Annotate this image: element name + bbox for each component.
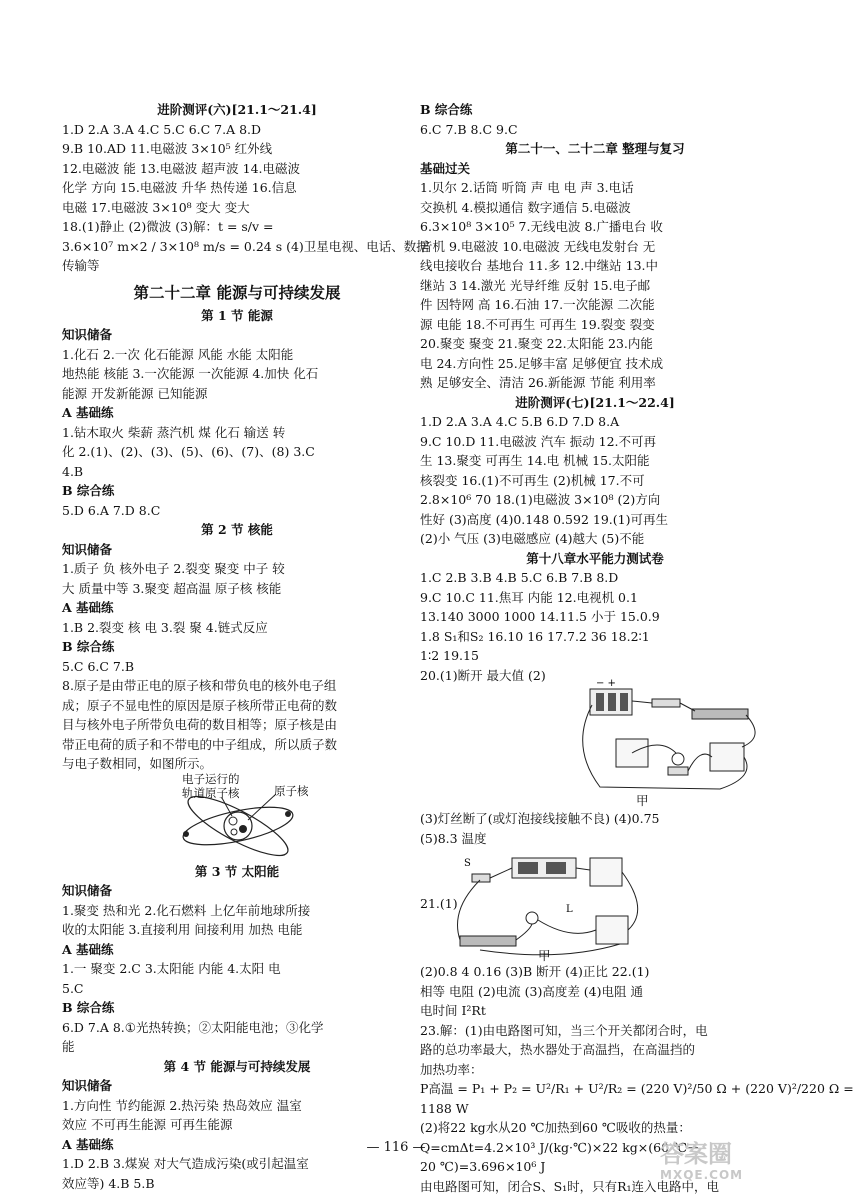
- text-line: 效应等) 4.B 5.B: [62, 1175, 155, 1191]
- circuit-diagram-2: [420, 850, 770, 960]
- text-line: 路的总功率最大，热水器处于高温挡，在高温挡的: [420, 1042, 696, 1057]
- text-line: 23.解：(1)由电路图可知，当三个开关都闭合时，电: [420, 1022, 708, 1038]
- text-line: 2.8×10⁶ 70 18.(1)电磁波 3×10⁸ (2)方向: [420, 492, 661, 507]
- text-line: 1.聚变 热和光 2.化石燃料 上亿年前地球所接: [62, 902, 311, 918]
- text-line: 20 ℃)=3.696×10⁶ J: [420, 1159, 546, 1174]
- circuit-diagram-1: [420, 678, 770, 807]
- text-line: (5)8.3 温度: [420, 830, 487, 846]
- text-line: 1.方向性 节约能源 2.热污染 热岛效应 温室: [62, 1097, 302, 1113]
- text-line: 5.C 6.C 7.B: [62, 658, 135, 674]
- text-line: 9.C 10.C 11.焦耳 内能 12.电视机 0.1: [420, 589, 638, 605]
- text-line: 收的太阳能 3.直接利用 间接利用 加热 电能: [62, 922, 303, 937]
- text-line: 目与核外电子所带负电荷的数目相等；原子核是由: [62, 717, 338, 732]
- text-line: 1.C 2.B 3.B 4.B 5.C 6.B 7.B 8.D: [420, 570, 619, 585]
- text-line: 交换机 4.模拟通信 数字通信 5.电磁波: [420, 199, 631, 215]
- text-line: 加热功率：: [420, 1061, 483, 1077]
- text-line: 4.B: [62, 463, 84, 479]
- text-line: 进阶测评(七)[21.1～22.4]: [515, 394, 675, 410]
- svg-text:− +: − +: [596, 678, 616, 689]
- text-line: 电 24.方向性 25.足够丰富 足够便宜 技术成: [420, 355, 664, 371]
- text-line: 5.C: [62, 980, 84, 996]
- text-line: 第 1 节 能源: [201, 307, 273, 323]
- text-line: 13.140 3000 1000 14.11.5 小于 15.0.9: [420, 609, 660, 624]
- text-line: 知识储备: [62, 541, 113, 557]
- text-line: 1.8 S₁和S₂ 16.10 16 17.7.2 36 18.2∶1: [420, 628, 650, 644]
- text-line: 1.化石 2.一次 化石能源 风能 水能 太阳能: [62, 346, 294, 362]
- text-line: 知识储备: [62, 1078, 113, 1093]
- text-line: 线电接收台 基地台 11.多 12.中继站 13.中: [420, 258, 659, 273]
- text-line: 18.(1)静止 (2)微波 (3)解：t = s/v =: [62, 219, 274, 234]
- right-column: [420, 100, 854, 1196]
- atom-figure: [62, 771, 412, 860]
- text-line: 第 2 节 核能: [201, 522, 273, 537]
- text-line: 性好 (3)高度 (4)0.148 0.592 19.(1)可再生: [420, 511, 668, 527]
- text-line: 第十八章水平能力测试卷: [526, 550, 664, 566]
- circuit-figure-2: [420, 850, 770, 963]
- text-line: 件 因特网 高 16.石油 17.一次能源 二次能: [420, 297, 655, 312]
- text-line: 1.D 2.B 3.煤炭 对大气造成污染(或引起温室: [62, 1156, 309, 1171]
- right-block-2: [420, 809, 770, 848]
- text-line: A 基础练: [62, 600, 114, 615]
- text-line: 相等 电阻 (2)电流 (3)高度差 (4)电阻 通: [420, 983, 643, 999]
- text-line: 8.原子是由带正电的原子核和带负电的核外电子组: [62, 678, 337, 693]
- text-line: 1.D 2.A 3.A 4.C 5.B 6.D 7.D 8.A: [420, 414, 620, 429]
- question-21-label: 21.(1): [420, 896, 458, 911]
- text-line: Q=cmΔt=4.2×10³ J/(kg·℃)×22 kg×(60 ℃－: [420, 1139, 700, 1155]
- text-line: 1.钻木取火 柴薪 蒸汽机 煤 化石 输送 转: [62, 424, 286, 440]
- watermark-logo: [660, 1140, 778, 1190]
- circuit1-caption: 甲: [636, 793, 649, 808]
- text-line: B 综合练: [62, 483, 115, 498]
- text-line: 9.C 10.D 11.电磁波 汽车 振动 12.不可再: [420, 433, 657, 449]
- text-line: 1.贝尔 2.话筒 听筒 声 电 电 声 3.电话: [420, 180, 634, 195]
- svg-text:L: L: [566, 904, 573, 915]
- text-line: 知识储备: [62, 327, 113, 342]
- text-line: (2)0.8 4 0.16 (3)B 断开 (4)正比 22.(1): [420, 964, 650, 979]
- text-line: A 基础练: [62, 405, 114, 420]
- text-line: 能: [62, 1039, 75, 1054]
- text-line: 电时间 I²Rt: [420, 1003, 486, 1018]
- atom-orbit-label: 电子运行的 轨道原子核: [182, 771, 240, 800]
- text-line: 基础过关: [420, 160, 471, 176]
- text-line: 与电子数相同，如图所示。: [62, 756, 213, 771]
- text-line: 生 13.聚变 可再生 14.电 机械 15.太阳能: [420, 453, 650, 468]
- text-line: 核裂变 16.(1)不可再生 (2)机械 17.不可: [420, 472, 645, 488]
- text-line: 1.质子 负 核外电子 2.裂变 聚变 中子 较: [62, 561, 285, 576]
- text-line: 6.C 7.B 8.C 9.C: [420, 121, 518, 137]
- text-line: 第 4 节 能源与可持续发展: [163, 1058, 311, 1074]
- text-line: 9.B 10.AD 11.电磁波 3×10⁵ 红外线: [62, 141, 273, 156]
- text-line: 传输等: [62, 258, 100, 273]
- right-block-1: [420, 100, 770, 685]
- text-line: 电磁 17.电磁波 3×10⁸ 变大 变大: [62, 199, 250, 215]
- text-line: 成；原子不显电性的原因是原子核所带正电荷的数: [62, 697, 338, 713]
- text-line: 音机 9.电磁波 10.电磁波 无线电发射台 无: [420, 238, 656, 254]
- text-line: 5.D 6.A 7.D 8.C: [62, 502, 161, 518]
- text-line: A 基础练: [62, 1136, 114, 1152]
- text-line: 第二十二章 能源与可持续发展: [133, 283, 341, 302]
- text-line: B 综合练: [62, 1000, 115, 1015]
- text-line: P高温 = P₁ + P₂ = U²/R₁ + U²/R₂ = (220 V)²/50 Ω + (220 V)²/220 Ω =: [420, 1081, 854, 1096]
- text-line: 第 3 节 太阳能: [194, 863, 280, 879]
- text-line: 6.3×10⁸ 3×10⁵ 7.无线电波 8.广播电台 收: [420, 219, 663, 234]
- text-line: 带正电荷的质子和不带电的中子组成，所以质子数: [62, 736, 338, 752]
- text-line: 3.6×10⁷ m×2 / 3×10⁸ m/s = 0.24 s (4)卫星电视、电话、数据: [62, 238, 429, 254]
- circuit2-caption: 甲: [538, 948, 551, 963]
- text-line: 1.D 2.A 3.A 4.C 5.C 6.C 7.A 8.D: [62, 121, 262, 137]
- watermark-line1: 答案圈: [660, 1140, 732, 1168]
- left-block-1: [62, 100, 429, 774]
- text-line: 1.一 聚变 2.C 3.太阳能 内能 4.太阳 电: [62, 961, 281, 976]
- text-line: 6.D 7.A 8.①光热转换；②太阳能电池；③化学: [62, 1019, 324, 1035]
- text-line: 源 电能 18.不可再生 可再生 19.裂变 裂变: [420, 316, 655, 332]
- text-line: 1.B 2.裂变 核 电 3.裂 聚 4.链式反应: [62, 619, 268, 635]
- text-line: 进阶测评(六)[21.1～21.4]: [157, 102, 317, 117]
- text-line: (2)将22 kg水从20 ℃加热到60 ℃吸收的热量：: [420, 1120, 691, 1135]
- text-line: (2)小 气压 (3)电磁感应 (4)越大 (5)不能: [420, 531, 645, 546]
- text-line: 1188 W: [420, 1100, 469, 1116]
- atom-nucleus-label: 原子核: [274, 783, 309, 798]
- text-line: (3)灯丝断了(或灯泡接线接触不良) (4)0.75: [420, 811, 660, 826]
- text-line: A 基础练: [62, 941, 114, 957]
- watermark-line2: MXQE.COM: [660, 1168, 744, 1182]
- circuit-figure-1: [420, 678, 770, 808]
- text-line: 由电路图可知，闭合S、S₁时，只有R₁连入电路中，电: [420, 1178, 720, 1194]
- text-line: 12.电磁波 能 13.电磁波 超声波 14.电磁波: [62, 160, 301, 176]
- text-line: 效应 不可再生能源 可再生能源: [62, 1117, 233, 1132]
- text-line: 1∶2 19.15: [420, 648, 479, 663]
- page-number: — 116 —: [366, 1140, 426, 1155]
- text-line: 20.聚变 聚变 21.聚变 22.太阳能 23.内能: [420, 336, 653, 351]
- text-line: 20.(1)断开 最大值 (2): [420, 667, 546, 683]
- text-line: 大 质量中等 3.聚变 超高温 原子核 核能: [62, 580, 282, 596]
- text-line: 能源 开发新能源 已知能源: [62, 385, 208, 401]
- svg-text:S: S: [464, 858, 471, 869]
- text-line: 第二十一、二十二章 整理与复习: [505, 141, 685, 156]
- text-line: 熟 足够安全、清洁 26.新能源 节能 利用率: [420, 375, 656, 390]
- text-line: B 综合练: [420, 102, 473, 117]
- text-line: 化学 方向 15.电磁波 升华 热传递 16.信息: [62, 180, 297, 195]
- text-line: 知识储备: [62, 883, 113, 898]
- text-line: 继站 3 14.激光 光导纤维 反射 15.电子邮: [420, 277, 651, 293]
- left-column: [62, 100, 429, 1193]
- text-line: B 综合练: [62, 639, 115, 654]
- text-line: 地热能 核能 3.一次能源 一次能源 4.加快 化石: [62, 366, 319, 381]
- text-line: 化 2.(1)、(2)、(3)、(5)、(6)、(7)、(8) 3.C: [62, 444, 315, 459]
